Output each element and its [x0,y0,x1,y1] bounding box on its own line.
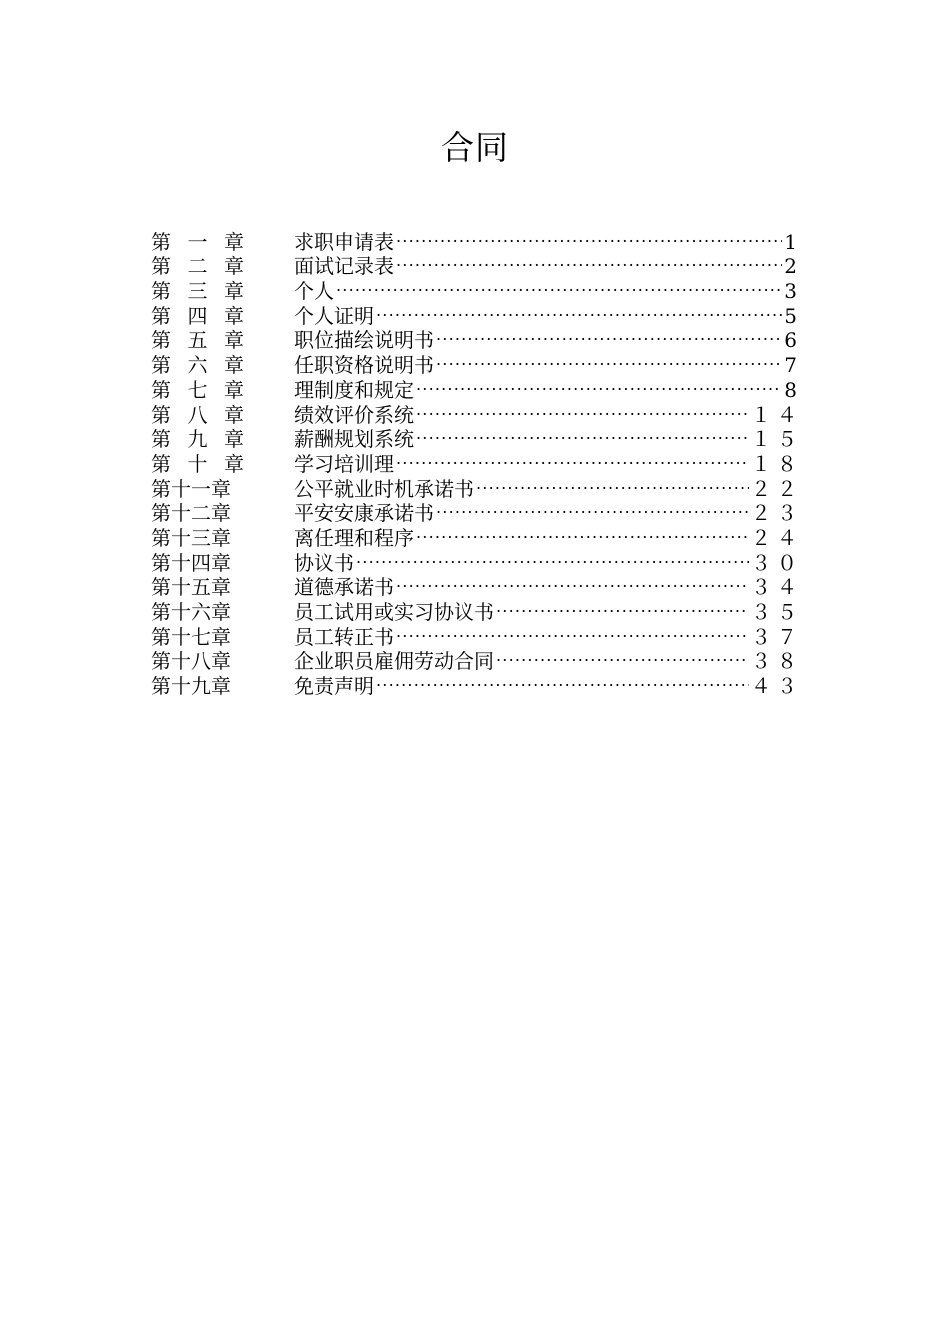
toc-page-number: ２２ [751,476,803,501]
toc-leader-dots [436,323,782,348]
toc-page-number: 3 [784,279,803,304]
toc-entry-title: 免责声明 [294,674,374,699]
toc-leader-dots [496,644,749,669]
document-title: 合同 [441,128,509,167]
toc-chapter-label: 第 十 六 章 [151,600,231,624]
toc-chapter-label: 第 十 一 章 [151,476,231,501]
toc-leader-dots [336,273,782,298]
toc-page-number: １８ [751,451,803,476]
toc-chapter-label: 第 十 二 章 [151,501,231,526]
toc-page-number: ２４ [751,525,803,550]
toc-chapter-label: 第 十 五 章 [151,575,231,600]
toc-page-number: ２３ [751,501,803,526]
toc-leader-dots [416,422,749,447]
toc-chapter-label: 第 四 章 [151,303,244,328]
toc-entry-title: 员工转正书 [294,624,394,649]
toc-entry-title: 个人 [294,279,334,304]
toc-page-number: 8 [784,377,803,402]
toc-page-number: 7 [784,353,803,378]
toc-chapter-label: 第 十 九 章 [151,674,231,699]
toc-entry-title: 任职资格说明书 [294,353,434,378]
toc-chapter-label: 第 十 八 章 [151,649,231,674]
toc-page-number: ３４ [751,575,803,600]
toc-chapter-label: 第 一 章 [151,229,244,254]
toc-chapter-label: 第 二 章 [151,254,244,279]
toc-leader-dots [396,570,749,595]
toc-entry-title: 公平就业时机承诺书 [294,476,474,501]
toc-page-number: ３５ [751,600,803,624]
toc-page-number: １４ [751,402,803,427]
toc-chapter-label: 第 八 章 [151,402,244,427]
toc-chapter-label: 第 六 章 [151,353,244,378]
toc-entry-title: 职位描绘说明书 [294,328,434,353]
toc-leader-dots [376,668,749,693]
toc-leader-dots [476,471,749,496]
toc-entry-title: 个人证明 [294,303,374,328]
toc-page-number: 2 [784,254,803,279]
toc-leader-dots [416,372,782,397]
toc-page-number: １５ [751,427,803,452]
toc-chapter-label: 第 十 三 章 [151,525,231,550]
toc-chapter-label: 第 九 章 [151,427,244,452]
toc-leader-dots [436,347,782,372]
toc-chapter-label: 第 十 四 章 [151,550,231,575]
table-of-contents [151,224,803,699]
toc-page-number: 1 [784,229,803,254]
toc-leader-dots [496,594,749,619]
toc-leader-dots [436,496,749,521]
toc-entry-title: 企业职员雇佣劳动合同 [294,649,494,674]
toc-leader-dots [356,545,749,570]
toc-entry-title: 协议书 [294,550,354,575]
toc-page-number: 5 [784,303,803,328]
toc-page-number: ３０ [751,550,803,575]
toc-leader-dots [396,446,749,471]
toc-leader-dots [376,298,782,323]
toc-leader-dots [396,619,749,644]
toc-entry-title: 理制度和规定 [294,377,414,402]
toc-chapter-label: 第 三 章 [151,279,244,304]
toc-page-number: ３７ [751,624,803,649]
toc-chapter-label: 第 十 章 [151,451,244,476]
toc-entry-title: 求职申请表 [294,229,394,254]
toc-page-number: 6 [784,328,803,353]
toc-entry-title: 离任理和程序 [294,525,414,550]
toc-page-number: ３８ [751,649,803,674]
toc-entry-title: 薪酬规划系统 [294,427,414,452]
toc-chapter-label: 第 七 章 [151,377,244,402]
toc-chapter-label: 第 五 章 [151,328,244,353]
toc-entry-title: 绩效评价系统 [294,402,414,427]
toc-leader-dots [396,249,782,274]
toc-leader-dots [416,397,749,422]
toc-entry[interactable] [151,224,803,254]
toc-leader-dots [396,224,782,249]
toc-entry-title: 员工试用或实习协议书 [294,600,494,624]
toc-chapter-label: 第 十 七 章 [151,624,231,649]
toc-entry-title: 道德承诺书 [294,575,394,600]
toc-page-number: ４３ [751,674,803,699]
toc-leader-dots [416,520,749,545]
toc-entry-title: 面试记录表 [294,254,394,279]
toc-entry-title: 平安安康承诺书 [294,501,434,526]
toc-entry-title: 学习培训理 [294,451,394,476]
